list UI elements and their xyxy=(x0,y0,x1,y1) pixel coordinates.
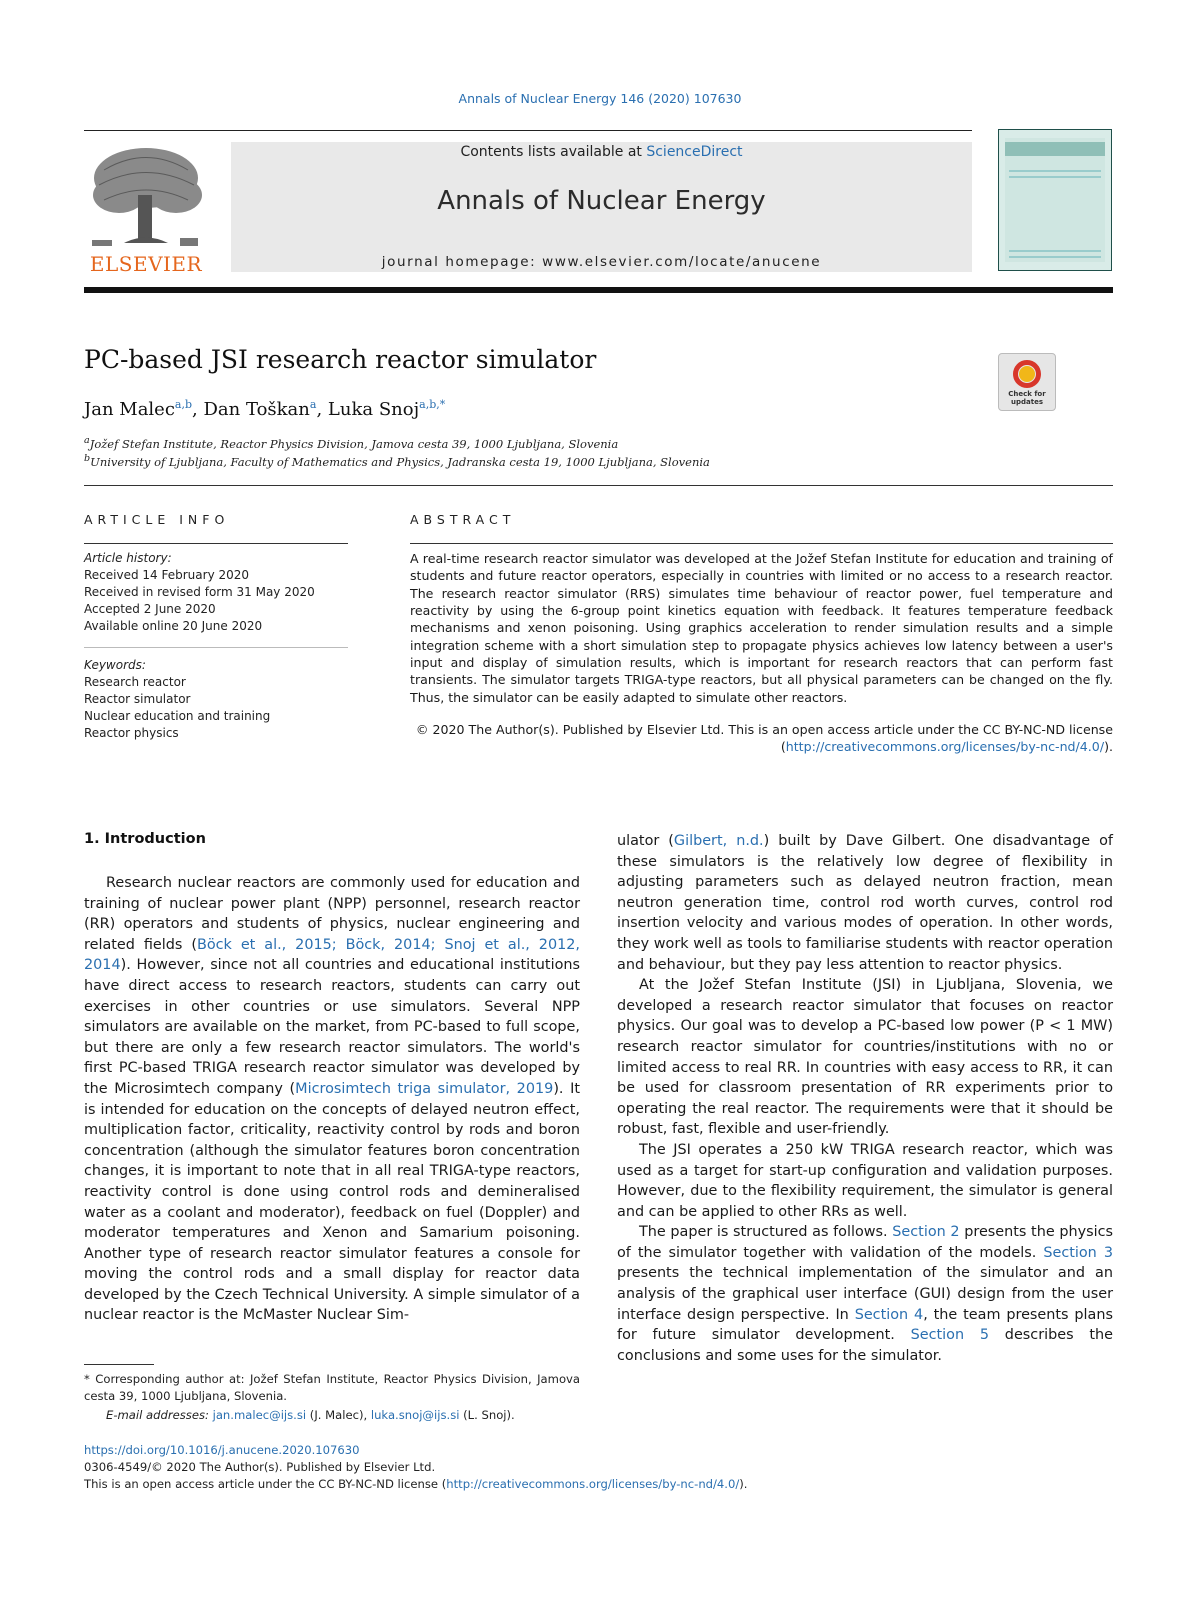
keyword-item: Reactor physics xyxy=(84,726,179,740)
journal-reference-link[interactable]: Annals of Nuclear Energy 146 (2020) 107630 xyxy=(458,91,742,106)
keyword-item: Research reactor xyxy=(84,675,186,689)
sciencedirect-link[interactable]: ScienceDirect xyxy=(646,144,743,160)
email-link[interactable]: luka.snoj@ijs.si xyxy=(370,1408,460,1422)
paragraph: Research nuclear reactors are commonly used for education and training of nuclear power plant (NPP) personnel, research reactor (RR) operators and students of physics, nuclear engineering and related fields (Böck et al., 2015; Böck, 2014; Snoj et al., 2012, 2014). However, since not all countries and educational institutions have direct access to research reactors, students can carry out exercises in other countries or use simulators. Several NPP simulators are available on the market, from PC-based to full scope, but there are only a few research reactor simulators. The world's first PC-based TRIGA research reactor simulator was developed by the Microsimtech company (Microsimtech triga simulator, 2019). It is intended for education on the concepts of delayed neutron effect, multiplication factor, criticality, reactivity control by rods and boron concentration (although the simulator features boron concentration changes, it is important to note that in all real TRIGA-type reactors, reactivity control is done using control rods and demineralised water as a coolant and moderator), feedback on fuel (Doppler) and moderator temperatures and Xenon and Samarium poisoning. Another type of research reactor simulator features a console for moving the control rods and a small display for reactor data developed by the Czech Technical University. A simple simulator of a nuclear reactor is the McMaster Nuclear Sim- xyxy=(84,875,580,1324)
doi-link[interactable]: https://doi.org/10.1016/j.anucene.2020.107630 xyxy=(84,1443,360,1457)
license-link[interactable]: http://creativecommons.org/licenses/by-nc-nd/4.0/ xyxy=(446,1477,740,1491)
section-link[interactable]: Section 3 xyxy=(1043,1244,1113,1261)
author-affiliation-mark[interactable]: a,b,* xyxy=(419,398,446,411)
author-affiliation-mark[interactable]: a xyxy=(309,398,317,411)
journal-cover-thumbnail[interactable] xyxy=(998,129,1112,271)
elsevier-logo xyxy=(84,140,208,278)
affiliation-a: $^a$Jožef Stefan Institute, Reactor Physics Division, Jamova cesta 39, 1000 Ljubljana, Slovenia xyxy=(84,435,619,451)
body-column-right xyxy=(617,831,1113,1366)
keywords-label: Keywords: xyxy=(84,658,146,672)
license-link[interactable]: http://creativecommons.org/licenses/by-nc-nd/4.0/ xyxy=(785,739,1105,755)
paragraph: ulator (Gilbert, n.d.) built by Dave Gilbert. One disadvantage of these simulators is the relatively low degree of flexibility in adjusting parameters such as delayed neutron fraction, mean neutron generation time, control rod worth curves, control rod insertion velocity and various modes of operation. In other words, they work well as tools to familiarise students with reactor operation and behaviour, but they pay less attention to reactor physics. xyxy=(617,833,1113,973)
article-info-heading: ARTICLE INFO xyxy=(84,512,230,527)
issn-line: 0306-4549/© 2020 The Author(s). Published by Elsevier Ltd. xyxy=(84,1460,436,1474)
keywords xyxy=(84,657,364,742)
history-item: Accepted 2 June 2020 xyxy=(84,602,216,616)
section-link[interactable]: Section 5 xyxy=(910,1327,990,1344)
cover-line xyxy=(1009,176,1101,178)
check-for-updates-badge[interactable] xyxy=(998,353,1056,411)
crossmark-label: Check for updates xyxy=(1008,390,1046,406)
article-info-rule xyxy=(84,543,348,544)
citation-link[interactable]: Böck et al., 2015; Böck, 2014; Snoj et al., 2012, 2014 xyxy=(84,936,580,974)
cover-panel xyxy=(1005,138,1105,262)
history-item: Received in revised form 31 May 2020 xyxy=(84,585,315,599)
contents-prefix: Contents lists available at xyxy=(460,144,647,160)
header-divider xyxy=(84,287,1113,293)
abstract-rule xyxy=(410,543,1113,544)
paper-title: PC-based JSI research reactor simulator xyxy=(84,345,597,374)
license-line: This is an open access article under the CC BY-NC-ND license (http://creativecommons.org/licenses/by-nc-nd/4.0/). xyxy=(84,1477,748,1491)
cover-line xyxy=(1009,170,1101,172)
citation-link[interactable]: Microsimtech triga simulator, 2019 xyxy=(295,1080,554,1097)
author-name[interactable]: Dan Toškan xyxy=(203,399,310,420)
email-footnote: E-mail addresses: jan.malec@ijs.si (J. Malec), luka.snoj@ijs.si (L. Snoj). xyxy=(106,1408,515,1422)
history-label: Article history: xyxy=(84,551,172,565)
header-top-rule xyxy=(84,130,972,131)
section-link[interactable]: Section 2 xyxy=(892,1224,960,1241)
cover-line xyxy=(1009,250,1101,252)
citation-link[interactable]: Gilbert, n.d. xyxy=(673,833,764,849)
body-column-left xyxy=(84,873,580,1326)
email-link[interactable]: jan.malec@ijs.si xyxy=(212,1408,307,1422)
section-divider xyxy=(84,485,1113,486)
keyword-item: Nuclear education and training xyxy=(84,709,271,723)
history-item: Available online 20 June 2020 xyxy=(84,619,263,633)
corresponding-author-footnote: * Corresponding author at: Jožef Stefan Institute, Reactor Physics Division, Jamova cesta 39, 1000 Ljubljana, Slovenia. xyxy=(84,1372,580,1403)
cover-line xyxy=(1009,256,1101,258)
affiliation-b: $^b$University of Ljubljana, Faculty of Mathematics and Physics, Jadranska cesta 19, 1000 Ljubljana, Slovenia xyxy=(84,453,710,469)
article-history xyxy=(84,550,364,635)
journal-homepage-link[interactable]: journal homepage: www.elsevier.com/locate/anucene xyxy=(381,254,822,270)
cover-title-bar xyxy=(1005,142,1105,156)
publisher-wordmark: ELSEVIER xyxy=(89,252,203,276)
section-link[interactable]: Section 4 xyxy=(854,1306,924,1323)
abstract-text: A real-time research reactor simulator was developed at the Jožef Stefan Institute for education and training of students and future reactor operators, especially in countries with limited or no access to a research reactor. The research reactor simulator (RRS) simulates time behaviour of reactor power, fuel temperature and reactivity by using the 6-group point kinetics equation with feedback. It features temperature feedback mechanisms and xenon poisoning. Using graphics acceleration to render simulation results and a simple integration scheme with a short simulation step to propagate physics achieves low latency between a user's input and display of simulation results, which is important for research reactors that can perform fast transients. The simulator targets TRIGA-type reactors, but all physical parameters can be changed on the fly. Thus, the simulator can be easily adapted to simulate other reactors. xyxy=(410,551,1113,705)
paragraph: At the Jožef Stefan Institute (JSI) in Ljubljana, Slovenia, we developed a research reactor simulator that focuses on reactor physics. Our goal was to develop a PC-based low power (P < 1 MW) research reactor simulator for countries/institutions with no or limited access to real RR. In countries with easy access to RR, it can be used for classroom presentation of RR experiments prior to operating the real reactor. The requirements were that it should be robust, fast, flexible and user-friendly. xyxy=(617,977,1113,1138)
abstract-heading: ABSTRACT xyxy=(410,512,516,527)
keyword-item: Reactor simulator xyxy=(84,692,191,706)
author-list: Jan Malec$^{a,b}$, Dan Toškan$^a$, Luka Snoj$^{a,b,*}$ xyxy=(84,398,446,420)
author-name[interactable]: Luka Snoj xyxy=(327,399,420,420)
keywords-rule xyxy=(84,647,348,648)
author-affiliation-mark[interactable]: a,b xyxy=(174,398,193,411)
crossmark-icon-center xyxy=(1019,366,1035,382)
journal-title: Annals of Nuclear Energy xyxy=(437,186,766,216)
author-name[interactable]: Jan Malec xyxy=(84,399,175,420)
history-item: Received 14 February 2020 xyxy=(84,568,250,582)
contents-line xyxy=(231,144,972,160)
paragraph: The JSI operates a 250 kW TRIGA research reactor, which was used as a target for start-up configuration and validation purposes. However, due to the flexibility requirement, the simulator is general and can be applied to other RRs as well. xyxy=(617,1141,1113,1220)
footnote-rule xyxy=(84,1364,154,1365)
section-heading-introduction: 1. Introduction xyxy=(84,831,206,847)
paragraph: The paper is structured as follows. Section 2 presents the physics of the simulator together with validation of the models. Section 3 presents the technical implementation of the simulator and an analysis of the graphical user interface (GUI) design from the user interface design perspective. In Section 4, the team presents plans for future simulator development. Section 5 describes the conclusions and some uses for the simulator. xyxy=(617,1224,1113,1364)
abstract-copyright: © 2020 The Author(s). Published by Elsevier Ltd. This is an open access article under the CC BY-NC-ND license (http://creativecommons.org/licenses/by-nc-nd/4.0/). xyxy=(415,722,1113,755)
